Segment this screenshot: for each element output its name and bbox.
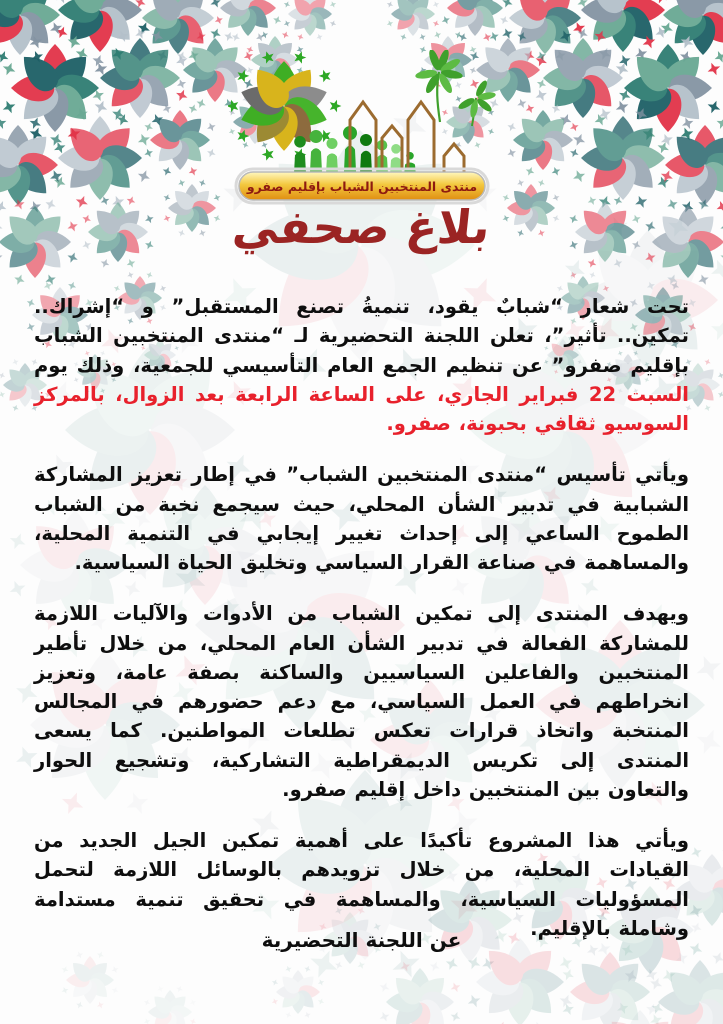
text-segment: ويأتي تأسيس “منتدى المنتخبين الشباب” في إطار تعزيز المشاركة الشبابية في تدبير الشأن المحلي، حيث سيجمع نخبة من الشباب الطموح الساعي إلى إحداث تغيير إيجابي في التنمية المحلية، والمساهمة في صناعة القرار السياسي وتخليق الحياة السياسية. xyxy=(34,463,689,574)
text-segment: ويأتي هذا المشروع تأكيدًا على أهمية تمكين الجيل الجديد من القيادات المحلية، من خلال تزويدهم بالوسائل اللازمة لتحمل المسؤوليات السياسية، والمساهمة في تحقيق تنمية مستدامة وشاملة بالإقليم. xyxy=(34,829,689,940)
text-segment: تحت شعار “شبابٌ يقود، تنميةُ تصنع المستقبل” و “إشراك.. تمكين.. تأثير”، تعلن اللجنة التحضيرية لـ “منتدى المنتخبين الشباب بإقليم صفرو” عن تنظيم الجمع العام التأسيسي للجمعية، وذلك يوم xyxy=(34,295,689,377)
logo-banner xyxy=(236,169,488,203)
press-release-body xyxy=(34,292,689,965)
paragraph xyxy=(34,599,689,804)
leaves-icon xyxy=(414,50,495,126)
paragraph xyxy=(34,826,689,943)
logo-banner-label: منتدى المنتخبين الشباب بإقليم صفرو xyxy=(246,179,477,194)
logo-art xyxy=(228,50,496,182)
paragraph xyxy=(34,292,689,438)
text-segment: السبت 22 فبراير الجاري، على الساعة الرابعة بعد الزوال، بالمركز السوسيو ثقافي بحبونة، صفرو. xyxy=(34,382,689,435)
forum-logo xyxy=(228,50,496,205)
forum-logo-graphic xyxy=(228,50,496,205)
page-title: بلاغ صحفي xyxy=(230,200,493,254)
paragraph xyxy=(34,460,689,577)
signature-line: عن اللجنة التحضيرية xyxy=(261,928,462,952)
text-segment: ويهدف المنتدى إلى تمكين الشباب من الأدوات والآليات اللازمة للمشاركة الفعالة في تدبير الشأن العام المحلي، من خلال تأطير المنتخبين والفاعلين السياسيين والساكنة بصفة عامة، وتعزيز انخراطهم في العمل السياسي، مع دعم حضورهم في المجالس المنتخبة واتخاذ قرارات تعكس تطلعات المواطنين. كما يسعى المنتدى إلى تكريس الديمقراطية التشاركية، وتشجيع الحوار والتعاون بين المنتخبين داخل إقليم صفرو. xyxy=(34,602,689,801)
logo-rosette-icon xyxy=(228,50,341,163)
